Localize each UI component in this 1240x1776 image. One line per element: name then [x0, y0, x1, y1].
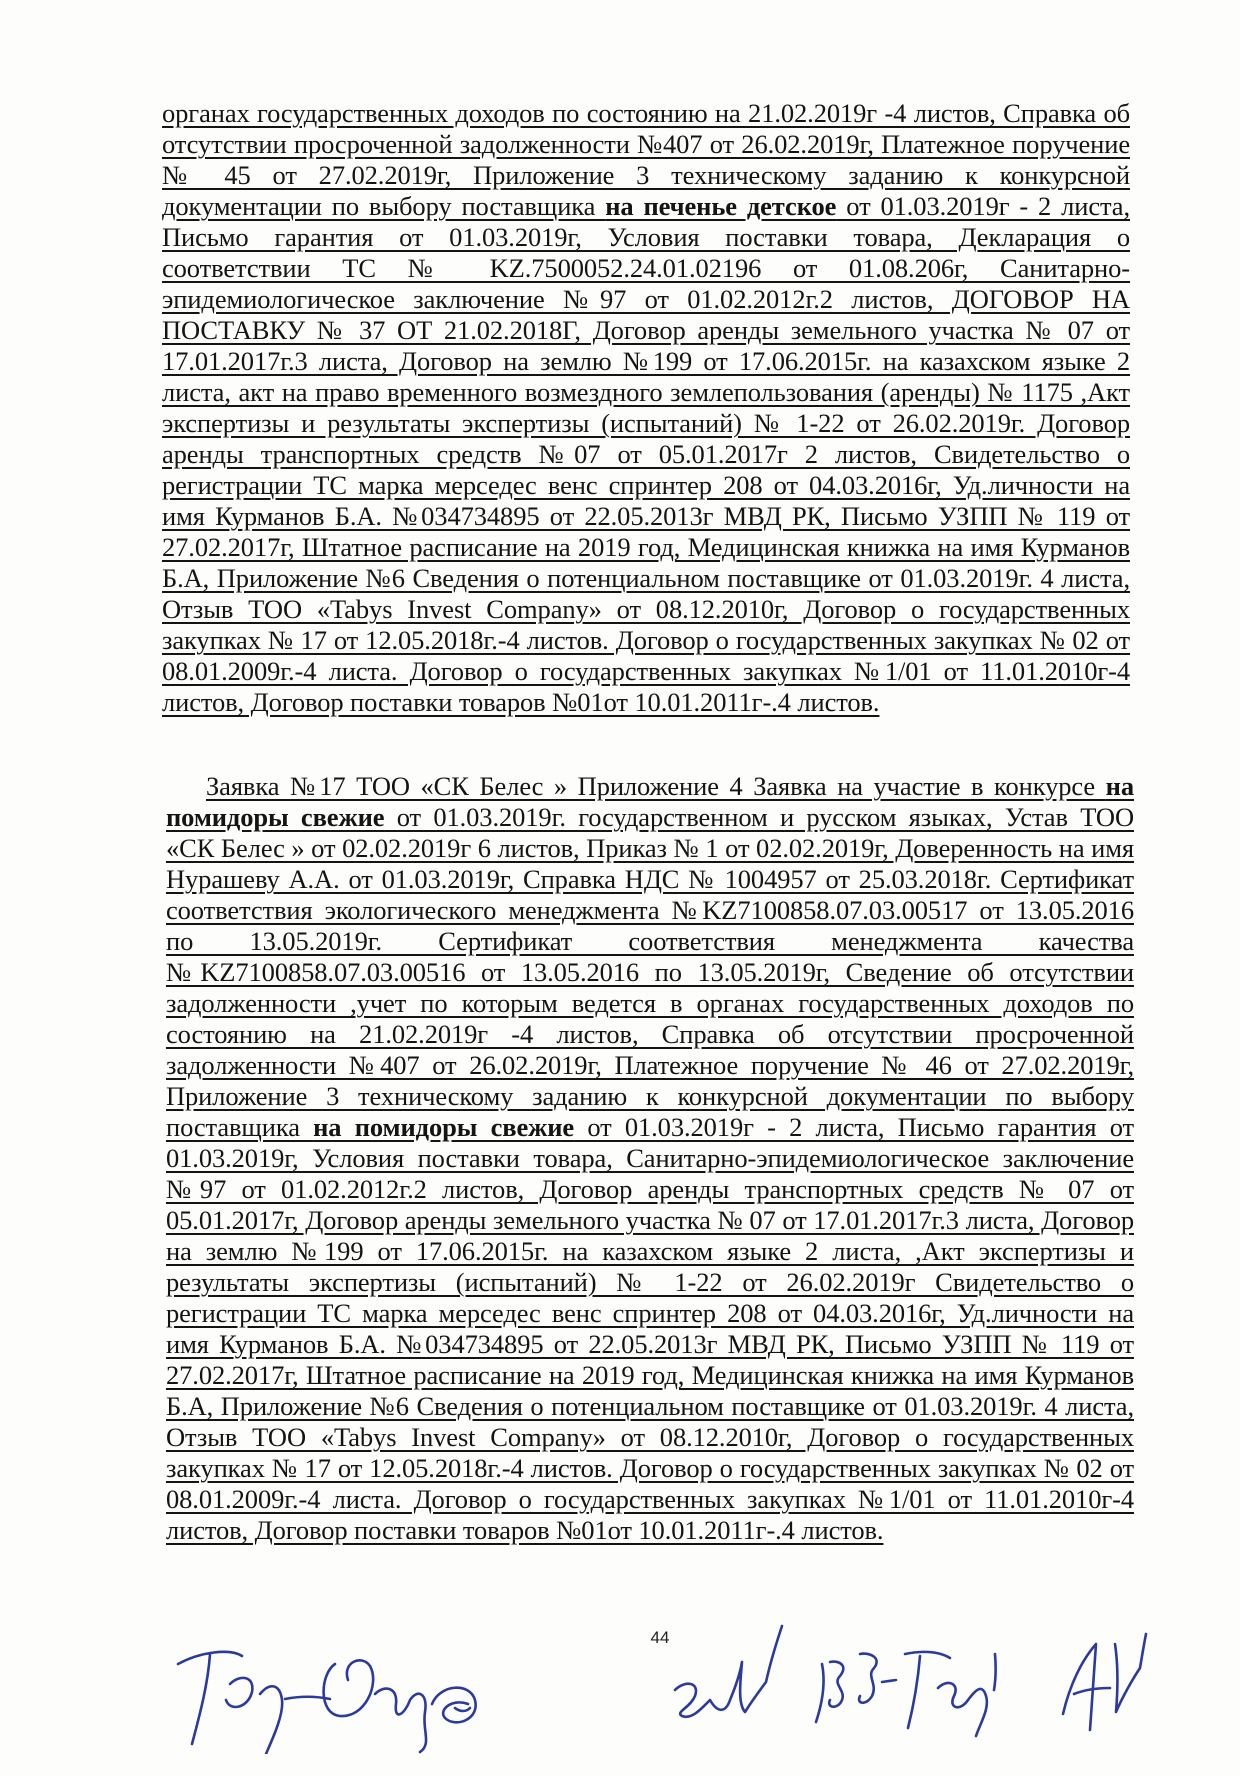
- signatures-row: [170, 1604, 1160, 1754]
- bold-product-name: на помидоры свежие: [313, 1112, 575, 1142]
- signature-4: [1063, 1634, 1146, 1730]
- page-number: 44: [650, 1628, 670, 1647]
- bold-product-name: на помидоры свежие: [166, 771, 1134, 832]
- text-run: от 01.03.2019г - 2 листа, Письмо гарантия от 01.03.2019г, Условия поставки товара, Декларация о соответствии ТС № KZ.7500052.24.01.02196 от 01.08.206г, Санитарно-эпидемиологическое заключение №97 от 01.02.2012г.2 листов, ДОГОВОР НА ПОСТАВКУ № 37 ОТ 21.02.2018Г, Договор аренды земельного участка № 07 от 17.01.2017г.3 листа, Договор на землю №199 от 17.06.2015г. на казахском языке 2 листа, акт на право временного возмездного землепользования (аренды) № 1175 ,Акт экспертизы и результаты экспертизы (испытаний) № 1-22 от 26.02.2019г. Договор аренды транспортных средств №07 от 05.01.2017г 2 листов, Свидетельство о регистрации ТС марка мерседес венс спринтер 208 от 04.03.2016г, Уд.личности на имя Курманов Б.А. №034734895 от 22.05.2013г МВД РК, Письмо УЗПП № 119 от 27.02.2017г, Штатное расписание на 2019 год, Медицинская книжка на имя Курманов Б.А, Приложение №6 Сведения о потенциальном поставщике от 01.03.2019г. 4 листа, Отзыв ТОО «Tabys Invest Company» от 08.12.2010г, Договор о государственных закупках № 17 от 12.05.2018г.-4 листов. Договор о государственных закупках № 02 от 08.01.2009г.-4 листа. Договор о государственных закупках №1/01 от 11.01.2010г-4 листов, Договор поставки товаров №01от 10.01.2011г-.4 листов.: [162, 191, 1130, 717]
- paragraph-application-17: [166, 771, 1134, 1588]
- signature-3: [816, 1652, 996, 1736]
- text-run: от 01.03.2019г. государственном и русском языках, Устав ТОО «СК Белес » от 02.02.2019г 6 листов, Приказ № 1 от 02.02.2019г, Доверенность на имя Нурашеву А.А. от 01.03.2019г, Справка НДС № 1004957 от 25.03.2018г. Сертификат соответствия экологического менеджмента №KZ7100858.07.03.00517 от 13.05.2016 по 13.05.2019г. Сертификат соответствия менеджмента качества №KZ7100858.07.03.00516 от 13.05.2016 по 13.05.2019г, Сведение об отсутствии задолженности ,учет по которым ведется в органах государственных доходов по состоянию на 21.02.2019г -4 листов, Справка об отсутствии просроченной задолженности №407 от 26.02.2019г, Платежное поручение № 46 от 27.02.2019г, Приложение 3 техническому заданию к конкурсной документации по выбору поставщика: [166, 802, 1134, 1142]
- handwritten-signatures: [170, 1604, 1160, 1754]
- signature-1: [178, 1652, 476, 1754]
- bold-product-name: на печенье детское: [605, 191, 837, 221]
- text-run: органах государственных доходов по состоянию на 21.02.2019г -4 листов, Справка об отсутствии просроченной задолженности №407 от 26.02.2019г, Платежное поручение № 45 от 27.02.2019г, Приложение 3 техническому заданию к конкурсной документации по выбору поставщика: [162, 98, 1130, 221]
- text-run: от 01.03.2019г - 2 листа, Письмо гарантия от 01.03.2019г, Условия поставки товара, Санитарно-эпидемиологическое заключение №97 от 01.02.2012г.2 листов, Договор аренды транспортных средств № 07 от 05.01.2017г, Договор аренды земельного участка № 07 от 17.01.2017г.3 листа, Договор на землю №199 от 17.06.2015г. на казахском языке 2 листа, ,Акт экспертизы и результаты экспертизы (испытаний) № 1-22 от 26.02.2019г Свидетельство о регистрации ТС марка мерседес венс спринтер 208 от 04.03.2016г, Уд.личности на имя Курманов Б.А. №034734895 от 22.05.2013г МВД РК, Письмо УЗПП № 119 от 27.02.2017г, Штатное расписание на 2019 год, Медицинская книжка на имя Курманов Б.А, Приложение №6 Сведения о потенциальном поставщике от 01.03.2019г. 4 листа, Отзыв ТОО «Tabys Invest Company» от 08.12.2010г, Договор о государственных закупках № 17 от 12.05.2018г.-4 листов. Договор о государственных закупках № 02 от 08.01.2009г.-4 листа. Договор о государственных закупках №1/01 от 11.01.2010г-4 листов, Договор поставки товаров №01от 10.01.2011г-.4 листов.: [166, 1112, 1134, 1545]
- paragraph-continued-application: [162, 98, 1130, 738]
- text-run: Заявка №17 ТОО «СК Белес » Приложение 4 Заявка на участие в конкурсе: [206, 771, 1106, 801]
- signature-2: [675, 1626, 782, 1717]
